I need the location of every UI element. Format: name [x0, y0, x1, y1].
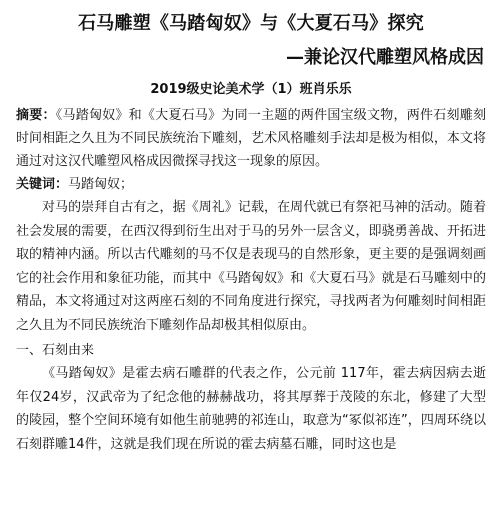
section-heading-1: 一、石刻由来 [16, 343, 95, 358]
abstract [16, 104, 486, 173]
body-paragraph-1: 对马的崇拜自古有之，据《周礼》记载，在周代就已有祭祀马神的活动。随着社会发展的需要，在西汉得到衍生出对于马的另外一层含义，即骁勇善战、开拓进取的精神内涵。所以古代雕刻的马不仅是表现马的自然形象，更主要的是强调刻画它的社会作用和象征功能，而其中《马踏匈奴》和《大夏石马》就是石马雕刻中的精品，本文将通过对这两座石刻的不同角度进行探究，寻找两者为何雕刻时间相距之久且为不同民族统治下雕刻作品却极其相似原由。 [16, 200, 486, 333]
abstract-text: 《马踏匈奴》和《大夏石马》为同一主题的两件国宝级文物，两件石刻雕刻时间相距之久且为不同民族统治下雕刻，艺术风格雕刻手法却是极为相似，本文将通过对这汉代雕塑风格成因微探寻找这一现象的原因。 [16, 108, 486, 169]
keywords-label: 关键词： [16, 177, 69, 192]
author-line: 2019级史论美术学（1）班肖乐乐 [150, 82, 352, 97]
keywords-text: 马踏匈奴； [68, 177, 134, 192]
document-page [0, 12, 500, 512]
abstract-label: 摘要： [16, 108, 56, 123]
body-paragraph-2: 《马踏匈奴》是霍去病石雕群的代表之作，公元前 117年，霍去病因病去逝年仅24岁，汉武帝为了纪念他的赫赫战功，将其厚葬于茂陵的东北，修建了大型的陵园，整个空间环境有如他生前驰骋的祁连山，取意为“冢似祁连”，四周环绕以石刻群雕14件，这就是我们现在所说的霍去病墓石雕，同时这也是 [16, 366, 486, 452]
document-title: 石马雕塑《马踏匈奴》与《大夏石马》探究 [78, 13, 424, 34]
document-subtitle: —兼论汉代雕塑风格成因 [286, 47, 484, 68]
keywords [16, 173, 486, 196]
